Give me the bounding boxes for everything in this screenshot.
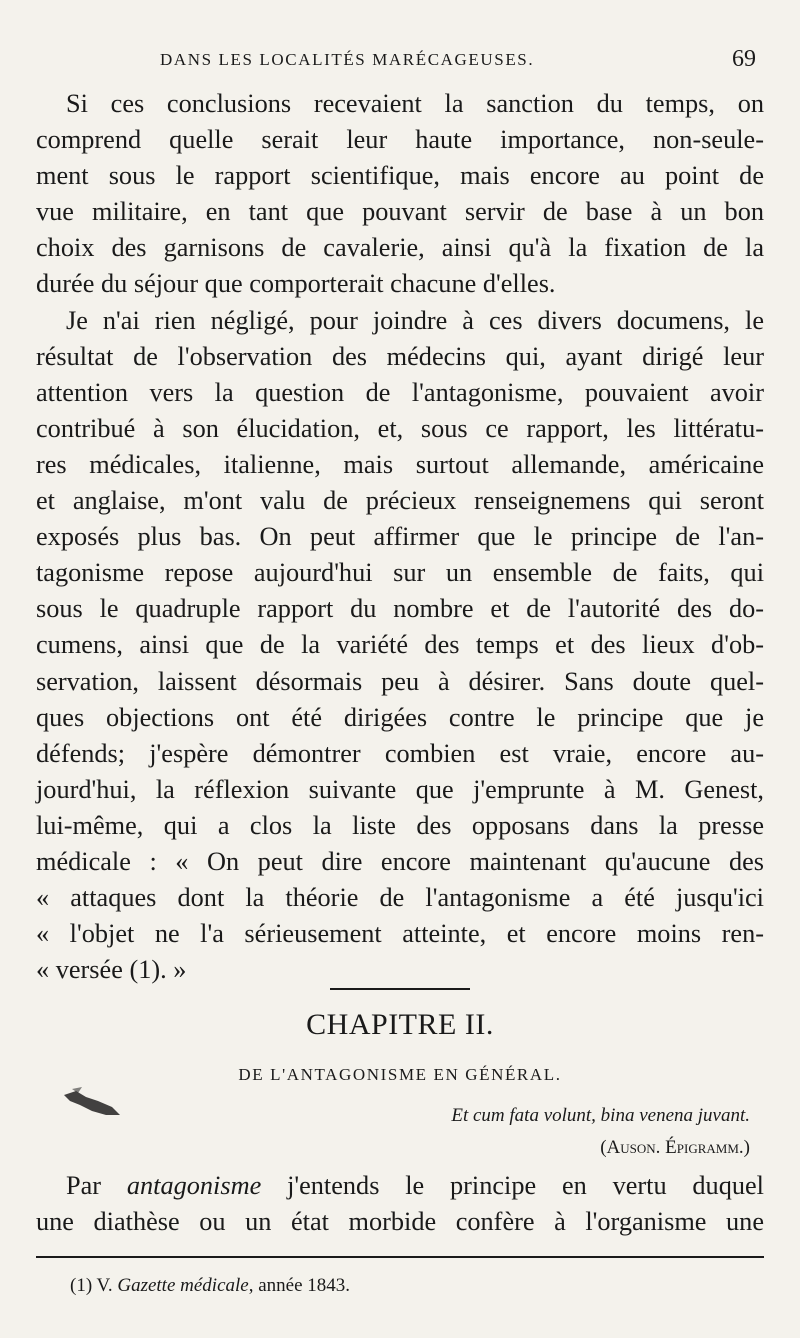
text-line: ques objections ont été dirigées contre le principe que je [36,702,764,732]
text-line: choix des garnisons de cavalerie, ainsi qu'à la fixation de la [36,233,764,263]
text-line: « versée (1). » [36,955,187,985]
text-line: Si ces conclusions recevaient la sanction du temps, on [66,89,764,118]
text-line: et anglaise, m'ont valu de précieux renseignemens qui seront [36,486,764,516]
body-text-chapter [36,1168,764,1240]
text-line: lui-même, qui a clos la liste des opposans dans la presse [36,810,764,840]
text-line: exposés plus bas. On peut affirmer que le principe de l'an- [36,522,764,552]
text-line: res médicales, italienne, mais surtout allemande, américaine [36,449,764,479]
text-line [36,1168,764,1204]
footnote-marker: (1) V. [70,1275,113,1296]
text-line: « attaques dont la théorie de l'antagonisme a été jusqu'ici [36,883,764,913]
page-number: 69 [732,46,756,72]
text-line: durée du séjour que comporterait chacune d'elles. [36,269,556,299]
text-line: sous le quadruple rapport du nombre et de l'autorité des do- [36,594,764,624]
text-line: « l'objet ne l'a sérieusement atteinte, et encore moins ren- [36,919,764,949]
epigraph [451,1100,750,1164]
text-line: cumens, ainsi que de la variété des temps et des lieux d'ob- [36,630,764,660]
epigraph-author: (Auson. Épigramm.) [600,1137,750,1158]
text-line: vue militaire, en tant que pouvant servir de base à un bon [36,197,764,227]
text-line: attention vers la question de l'antagonisme, pouvaient avoir [36,377,764,407]
footnote-source: Gazette médicale [117,1275,249,1296]
footnote [70,1275,350,1297]
text-line: résultat de l'observation des médecins qui, ayant dirigé leur [36,341,764,371]
chapter-title: CHAPITRE II. [306,1008,494,1041]
text-fragment: Par [66,1171,127,1200]
text-line: contribué à son élucidation, et, sous ce rapport, les littératu- [36,413,764,443]
text-line: servation, laissent désormais peu à désirer. Sans doute quel- [36,666,764,696]
emphasis-term: antagonisme [126,1171,262,1200]
footnote-rule [36,1256,764,1258]
ink-smudge [62,1085,122,1125]
epigraph-verse: Et cum fata volunt, bina venena juvant. [451,1105,750,1126]
text-line: comprend quelle serait leur haute importance, non-seule- [36,125,764,155]
running-title: DANS LES LOCALITÉS MARÉCAGEUSES. [160,50,535,69]
footnote-rest: , année 1843. [248,1275,351,1296]
running-head [40,46,760,80]
text-fragment: j'entends le principe en vertu duquel [261,1171,764,1200]
text-line: Je n'ai rien négligé, pour joindre à ces divers documens, le [66,305,764,335]
text-line: tagonisme repose aujourd'hui sur un ensemble de faits, qui [36,558,764,588]
text-line: ment sous le rapport scientifique, mais encore au point de [36,161,764,191]
section-title: DE L'ANTAGONISME EN GÉNÉRAL. [238,1065,562,1084]
chapter-divider [330,988,470,990]
body-text [36,86,764,988]
text-line: jourd'hui, la réflexion suivante que j'emprunte à M. Genest, [36,774,764,804]
text-line: une diathèse ou un état morbide confère à l'organisme une [36,1207,764,1237]
text-line: défends; j'espère démontrer combien est vraie, encore au- [36,738,764,768]
text-line: médicale : « On peut dire encore maintenant qu'aucune des [36,846,764,876]
